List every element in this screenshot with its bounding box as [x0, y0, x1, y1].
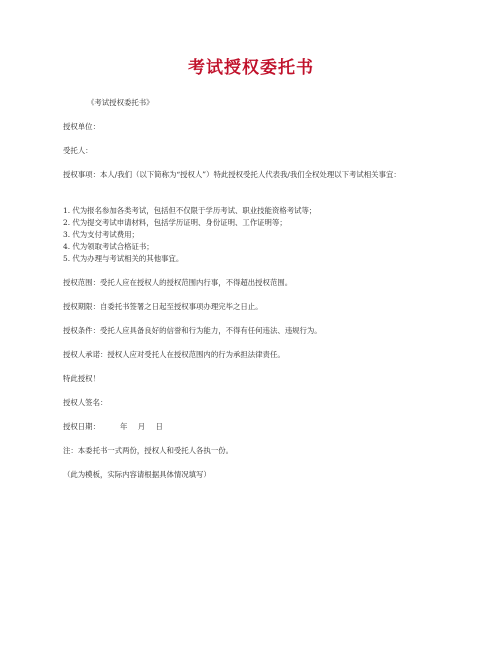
commitment-paragraph: 授权人承诺：授权人应对受托人在授权范围内的行为承担法律责任。 [63, 350, 285, 359]
scope-paragraph: 授权范围：受托人应在授权人的授权范围内行事，不得超出授权范围。 [63, 278, 293, 287]
matter-item-2: 2. 代为提交考试申请材料，包括学历证明、身份证明、工作证明等； [63, 218, 287, 227]
template-note: （此为模板，实际内容请根据具体情况填写） [63, 470, 211, 479]
matter-item-5: 5. 代为办理与考试相关的其他事宜。 [63, 254, 184, 263]
hereby-authorize-text: 特此授权！ [63, 374, 100, 383]
matter-item-3: 3. 代为支付考试费用； [63, 230, 139, 239]
date-label: 授权日期： [63, 422, 100, 431]
document-subtitle: 《考试授权委托书》 [87, 98, 154, 107]
trustee-field: 受托人： [63, 146, 93, 155]
matter-item-1: 1. 代为报名参加各类考试，包括但不仅限于学历考试、职业技能资格考试等； [63, 206, 317, 215]
matters-intro: 授权事项：本人/我们（以下简称为“授权人”）特此授权受托人代表我/我们全权处理以下考试相关事宜： [63, 170, 401, 179]
document-title: 考试授权委托书 [188, 58, 314, 78]
conditions-paragraph: 授权条件：受托人应具备良好的信誉和行为能力，不得有任何违法、违规行为。 [63, 326, 322, 335]
authorizer-unit-field: 授权单位： [63, 122, 100, 131]
copies-note: 注：本委托书一式两份，授权人和受托人各执一份。 [63, 446, 233, 455]
date-fill-in: 年 月 日 [119, 422, 163, 431]
date-row [63, 421, 443, 433]
period-paragraph: 授权期限：自委托书签署之日起至授权事项办理完毕之日止。 [63, 302, 263, 311]
matter-item-4: 4. 代为领取考试合格证书； [63, 242, 154, 251]
signature-field: 授权人签名： [63, 398, 108, 407]
